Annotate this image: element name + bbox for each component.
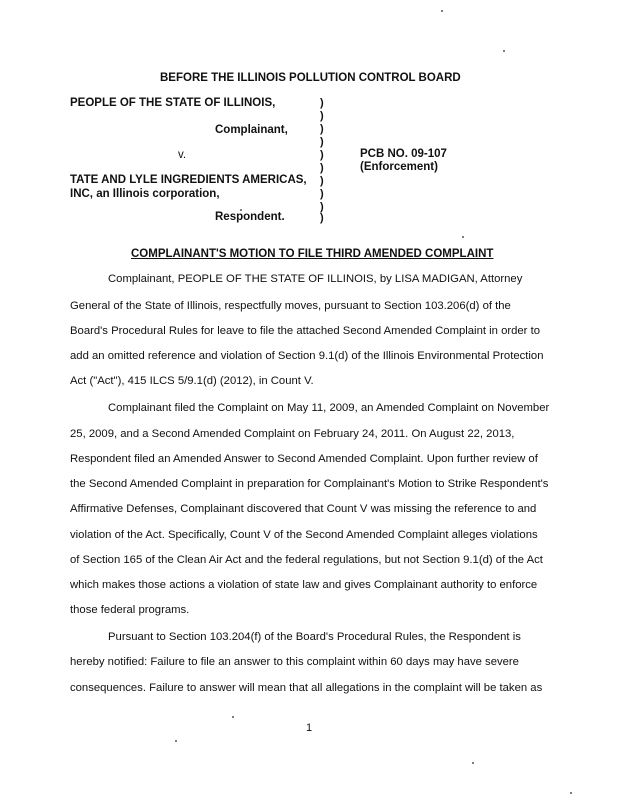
paragraph-line: add an omitted reference and violation of Section 9.1(d) of the Illinois Environmental Protection bbox=[70, 350, 544, 362]
page-number: 1 bbox=[306, 722, 313, 734]
paragraph-line: the Second Amended Complaint in preparation for Complainant's Motion to Strike Respondent's bbox=[70, 478, 549, 490]
paragraph-line: General of the State of Illinois, respectfully moves, pursuant to Section 103.206(d) of the bbox=[70, 300, 511, 312]
paragraph-line: Affirmative Defenses, Complainant discovered that Count V was missing the reference to and bbox=[70, 503, 537, 515]
case-number: PCB NO. 09-107 bbox=[360, 148, 447, 160]
paragraph-line: those federal programs. bbox=[70, 604, 190, 616]
plaintiff-name: PEOPLE OF THE STATE OF ILLINOIS, bbox=[70, 97, 276, 109]
versus-label: v. bbox=[178, 149, 187, 161]
paragraph-line: 25, 2009, and a Second Amended Complaint on February 24, 2011. On August 22, 2013, bbox=[70, 428, 515, 440]
paragraph-line: Board's Procedural Rules for leave to file the attached Second Amended Complaint in order to bbox=[70, 325, 540, 337]
paragraph-line: Act ("Act"), 415 ILCS 5/9.1(d) (2012), in Count V. bbox=[70, 375, 314, 387]
paragraph-line: Respondent filed an Amended Answer to Second Amended Complaint. Upon further review of bbox=[70, 453, 538, 465]
paragraph-line: consequences. Failure to answer will mean that all allegations in the complaint will be taken as bbox=[70, 682, 543, 694]
paragraph-line: violation of the Act. Specifically, Count V of the Second Amended Complaint alleges violations bbox=[70, 529, 538, 541]
board-heading: BEFORE THE ILLINOIS POLLUTION CONTROL BOARD bbox=[160, 72, 461, 84]
paragraph-line: Pursuant to Section 103.204(f) of the Board's Procedural Rules, the Respondent is bbox=[108, 631, 521, 643]
paragraph-line: hereby notified: Failure to file an answer to this complaint within 60 days may have severe bbox=[70, 656, 519, 668]
paragraph-line: Complainant filed the Complaint on May 11, 2009, an Amended Complaint on November bbox=[108, 402, 550, 414]
motion-title: COMPLAINANT'S MOTION TO FILE THIRD AMENDED COMPLAINT bbox=[131, 248, 494, 260]
case-type: (Enforcement) bbox=[360, 161, 438, 173]
defendant-name-line2: INC, an Illinois corporation, bbox=[70, 188, 220, 200]
plaintiff-role: Complainant, bbox=[215, 124, 288, 136]
paragraph-line: of Section 165 of the Clean Air Act and the federal regulations, but not Section 9.1(d) of the Act bbox=[70, 554, 543, 566]
defendant-name-line1: TATE AND LYLE INGREDIENTS AMERICAS, bbox=[70, 174, 307, 186]
defendant-role: Respondent. bbox=[215, 211, 285, 223]
paragraph-line: Complainant, PEOPLE OF THE STATE OF ILLINOIS, by LISA MADIGAN, Attorney bbox=[108, 273, 523, 285]
paragraph-line: which makes those actions a violation of state law and gives Complainant authority to enforce bbox=[70, 579, 538, 591]
